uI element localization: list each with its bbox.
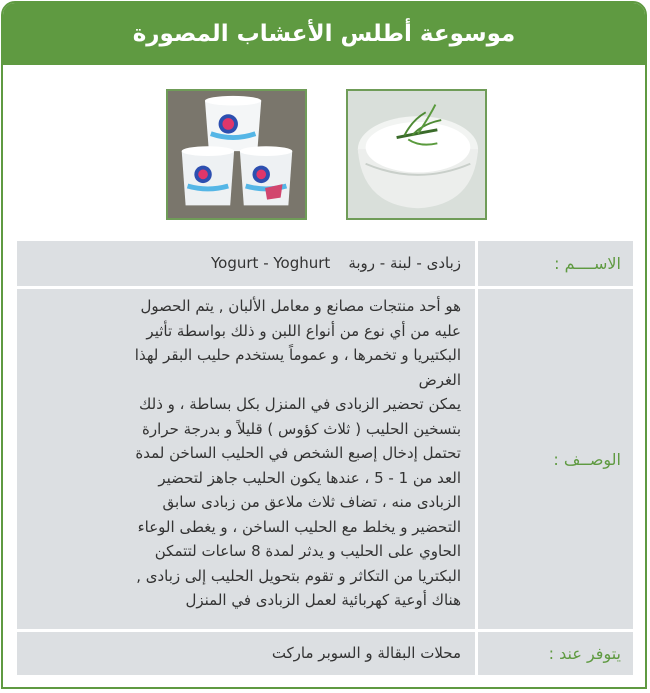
name-value-arabic: زبادى - لبنة - روبة — [348, 254, 461, 273]
yogurt-bowl-photo[interactable] — [346, 89, 487, 220]
yogurt-bowl-image — [348, 91, 485, 218]
yogurt-cups-image — [168, 91, 305, 218]
name-value-english: Yogurt - Yoghurt — [211, 254, 331, 273]
photo-gallery — [3, 65, 645, 240]
availability-value: محلات البقالة و السوبر ماركت — [17, 632, 475, 675]
availability-label: يتوفر عند : — [478, 632, 633, 675]
name-label: الاســــم : — [478, 241, 633, 286]
description-value — [17, 289, 475, 629]
description-label: الوصــف : — [478, 289, 633, 629]
page-title: موسوعة أطلس الأعشاب المصورة — [132, 21, 516, 47]
name-value — [17, 241, 475, 286]
description-text: هو أحد منتجات مصانع و معامل الألبان , يتم الحصول عليه من أي نوع من أنواع اللبن و ذلك بواسطة تأثير البكتيريا و تخمرها ، و عموماً يستخدم حليب البقر لهذا الغرض يمكن تحضير الزبادى في المنزل بكل بساطة ، و ذلك بتسخين الحليب ( ثلاث كؤوس ) قليلاً و بدرجة حرارة تحتمل إدخال إصبع الشخص في الحليب الساخن لمدة العد من 1 - 5 ، عندها يكون الحليب جاهز لتحضير الزبادى منه ، تضاف ثلاث ملاعق من زبادى سابق التحضير و يخلط مع الحليب الساخن ، و يغطى الوعاء الحاوي على الحليب و يدثر لمدة 8 ساعات لتتمكن البكتريا من التكاثر و تقوم بتحويل الحليب إلى زبادى , هناك أوعية كهربائية لعمل الزبادى في المنزل — [134, 297, 461, 609]
availability-row — [17, 632, 633, 675]
name-row — [17, 241, 633, 286]
yogurt-cups-photo[interactable] — [166, 89, 307, 220]
page-title-bar — [3, 3, 645, 65]
encyclopedia-card — [1, 1, 647, 689]
description-row — [17, 289, 633, 629]
